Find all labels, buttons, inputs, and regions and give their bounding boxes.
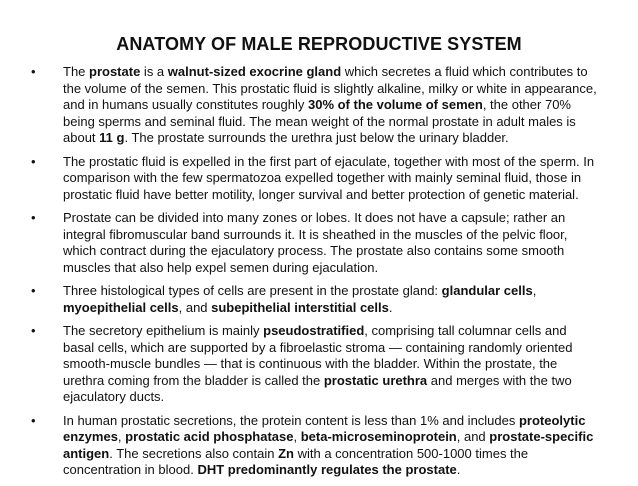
bullet-marker: •: [31, 412, 36, 428]
text-segment: Prostate can be divided into many zones or lobes. It does not have a capsule; rather an integral fibromuscular band surrounds it. It is sheathed in the muscles of the pelvic floor, which contract during the ejaculatory process. The prostate also contains some smooth muscles that also help expel semen during ejaculation.: [63, 210, 568, 275]
text-segment: ,: [117, 429, 126, 444]
bullet-text: [63, 154, 594, 202]
bold-text: proteolytic enzymes: [63, 412, 586, 444]
bold-text: 11 g: [99, 130, 125, 145]
bullet-text: [63, 283, 536, 315]
text-segment: The prostatic fluid is expelled in the first part of ejaculate, together with most of the sperm. In comparison with the few spermatozoa expelled together with mainly seminal fluid, those in prostatic fluid have better motility, longer survival and better protection of genetic material.: [63, 153, 595, 202]
bold-text: 30% of the volume of semen: [307, 97, 483, 112]
bullet-marker: •: [31, 153, 36, 169]
bold-text: myoepithelial cells: [63, 299, 179, 315]
bullet-item: [0, 283, 638, 316]
bold-text: Zn: [278, 445, 294, 461]
bullet-marker: •: [31, 210, 36, 225]
text-segment: ,: [293, 429, 301, 444]
bullet-text: [63, 323, 572, 404]
slide-title: ANATOMY OF MALE REPRODUCTIVE SYSTEM: [116, 34, 522, 54]
bullet-item: [0, 413, 638, 479]
bold-text: prostate: [89, 64, 141, 79]
bullet-text: [63, 210, 567, 275]
text-segment: , and: [178, 299, 212, 315]
bold-text: subepithelial interstitial cells: [211, 299, 389, 315]
bullet-item: [0, 64, 638, 147]
bullet-text: [63, 413, 593, 478]
bullet-text: [63, 64, 597, 145]
bullet-item: [0, 323, 638, 406]
text-segment: . The secretions also contain: [109, 445, 279, 461]
text-segment: .: [456, 462, 461, 477]
bold-text: prostate-specific antigen: [63, 429, 594, 461]
bullet-marker: •: [31, 323, 36, 338]
text-segment: The secretory epithelium is mainly: [63, 323, 264, 338]
text-segment: , and: [456, 429, 490, 444]
text-segment: In human prostatic secretions, the protein content is less than 1% and includes: [63, 412, 519, 428]
text-segment: . The prostate surrounds the urethra just below the urinary bladder.: [124, 130, 509, 145]
bold-text: glandular cells: [441, 283, 533, 298]
bullet-marker: •: [31, 283, 36, 298]
text-segment: and merges with the two ejaculatory ducts.: [63, 372, 572, 404]
bold-text: walnut-sized exocrine gland: [167, 64, 342, 79]
bold-text: prostatic urethra: [323, 372, 428, 388]
bold-text: pseudostratified: [263, 323, 365, 338]
text-segment: which secretes a fluid which contributes to the volume of the semen. This prostatic fluid is slightly alkaline, milky or white in appearance, and in humans usually constitutes roughly: [63, 64, 597, 112]
bold-text: beta-microseminoprotein: [300, 429, 457, 444]
bold-text: prostatic acid phosphatase: [125, 429, 294, 444]
text-segment: ,: [532, 283, 537, 298]
text-segment: , the other 70% being sperms and seminal fluid. The mean weight of the normal prostate in adult males is about: [63, 97, 576, 145]
bullet-item: [0, 154, 638, 204]
text-segment: , comprising tall columnar cells and basal cells, which are supported by a fibroelastic stroma — containing randomly oriented smooth-muscle bundles — that is continuous with the bladder. Within the prostate, the urethra coming from the bladder is called the: [63, 323, 573, 388]
text-segment: .: [388, 299, 393, 315]
text-segment: The: [63, 64, 90, 79]
bullet-marker: •: [31, 64, 36, 79]
bold-text: DHT predominantly regulates the prostate: [197, 462, 457, 477]
bullet-list: [0, 64, 638, 486]
text-segment: is a: [140, 64, 168, 79]
bullet-item: [0, 210, 638, 276]
text-segment: Three histological types of cells are present in the prostate gland:: [63, 283, 442, 298]
text-segment: with a concentration 500-1000 times the concentration in blood.: [63, 445, 529, 477]
